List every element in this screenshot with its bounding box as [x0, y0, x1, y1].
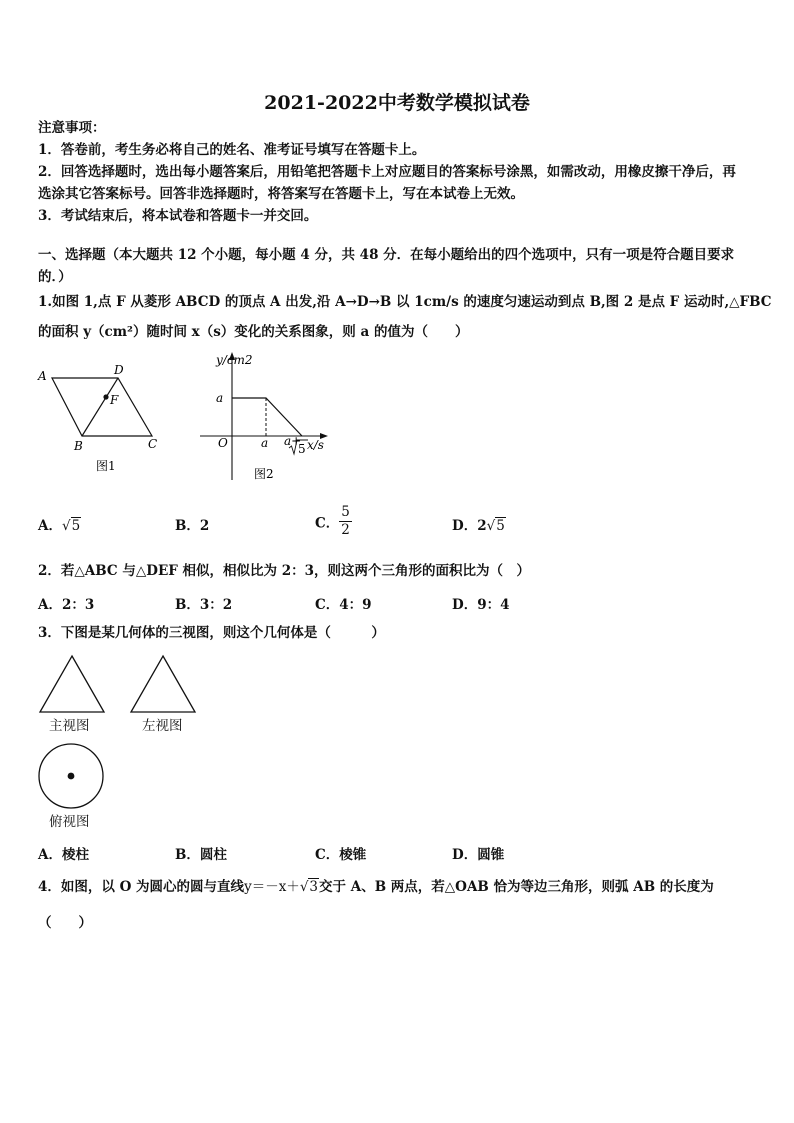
question-4-answer-blank: （ ）	[38, 915, 92, 931]
q1-option-c[interactable]: C． $\frac{5}{2}$	[315, 504, 350, 538]
q2-option-a[interactable]: A．2：3	[38, 597, 95, 613]
question-3-text: 3．下图是某几何体的三视图，则这个几何体是（ ）	[38, 625, 385, 641]
x-tick-a-plus: a+	[284, 434, 302, 448]
label-C: C	[148, 437, 158, 451]
q2-option-d[interactable]: D．9：4	[452, 597, 510, 613]
left-view-caption: 左视图	[142, 718, 183, 734]
left-view-triangle	[130, 654, 200, 714]
figure-2-graph	[198, 350, 338, 485]
x-tick-sqrt5: 5	[298, 442, 306, 456]
y-axis-label: y/cm2	[216, 353, 253, 367]
origin-label: O	[218, 436, 228, 450]
section-heading-cont: 的．）	[38, 269, 72, 285]
y-tick-a: a	[216, 391, 224, 405]
q3-option-a[interactable]: A．棱柱	[38, 847, 89, 863]
q3-option-d[interactable]: D．圆锥	[452, 847, 505, 863]
exam-title: 2021-2022中考数学模拟试卷	[264, 92, 530, 114]
q2-option-b[interactable]: B．3：2	[175, 597, 233, 613]
q1-option-d-radicand: 5	[496, 518, 505, 534]
notice-item: 2．回答选择题时，选出每小题答案后，用铅笔把答题卡上对应题目的答案标号涂黑，如需改动，用橡皮擦干净后，再	[38, 164, 736, 180]
question-2-text: 2．若△ABC 与△DEF 相似，相似比为 2：3，则这两个三角形的面积比为（ ）	[38, 563, 531, 579]
label-A: A	[38, 369, 47, 383]
equation-radicand: 3	[309, 879, 319, 895]
top-view-caption: 俯视图	[49, 814, 90, 830]
question-1-text: 1.如图 1,点 F 从菱形 ABCD 的顶点 A 出发,沿 A→D→B 以 1cm/s 的速度匀速运动到点 B,图 2 是点 F 运动时,△FBC	[38, 294, 772, 310]
q3-option-b[interactable]: B．圆柱	[175, 847, 227, 863]
q3-option-c[interactable]: C．棱锥	[315, 847, 367, 863]
line-equation: y＝－x＋	[244, 879, 300, 895]
x-axis-label: x/s	[307, 438, 324, 452]
question-1-text-cont: 的面积 y（cm²）随时间 x（s）变化的关系图象，则 a 的值为（ ）	[38, 324, 469, 340]
figure-2-caption: 图2	[254, 467, 274, 481]
q1-option-d[interactable]: D．2√5	[452, 518, 505, 534]
label-D: D	[114, 363, 124, 377]
label-B: B	[74, 439, 83, 453]
notice-heading: 注意事项：	[38, 120, 106, 136]
notice-item: 3．考试结束后，将本试卷和答题卡一并交回。	[38, 208, 318, 224]
top-view-circle	[37, 743, 107, 811]
q1-option-b[interactable]: B．2	[175, 518, 210, 534]
notice-item: 选涂其它答案标号。回答非选择题时，将答案写在答题卡上，写在本试卷上无效。	[38, 186, 524, 202]
fraction: $\frac{5}{2}$	[341, 504, 350, 538]
section-heading: 一、选择题（本大题共 12 个小题，每小题 4 分，共 48 分．在每小题给出的四个选项中，只有一项是符合题目要求	[38, 247, 735, 263]
label-F: F	[110, 393, 119, 407]
x-tick-a: a	[261, 436, 269, 450]
front-view-triangle	[37, 654, 107, 714]
q1-option-a-radicand: 5	[71, 518, 81, 534]
figure-1-caption: 图1	[96, 459, 116, 473]
q1-option-a[interactable]: A．√5	[38, 518, 81, 534]
figure-1-rhombus	[30, 360, 170, 480]
question-4-text: 4．如图，以 O 为圆心的圆与直线y＝－x＋√3交于 A、B 两点，若△OAB 恰为等边三角形，则弧 AB 的长度为	[38, 879, 714, 895]
front-view-caption: 主视图	[49, 718, 90, 734]
notice-item: 1．答卷前，考生务必将自己的姓名、准考证号填写在答题卡上。	[38, 142, 426, 158]
q2-option-c[interactable]: C．4：9	[315, 597, 372, 613]
